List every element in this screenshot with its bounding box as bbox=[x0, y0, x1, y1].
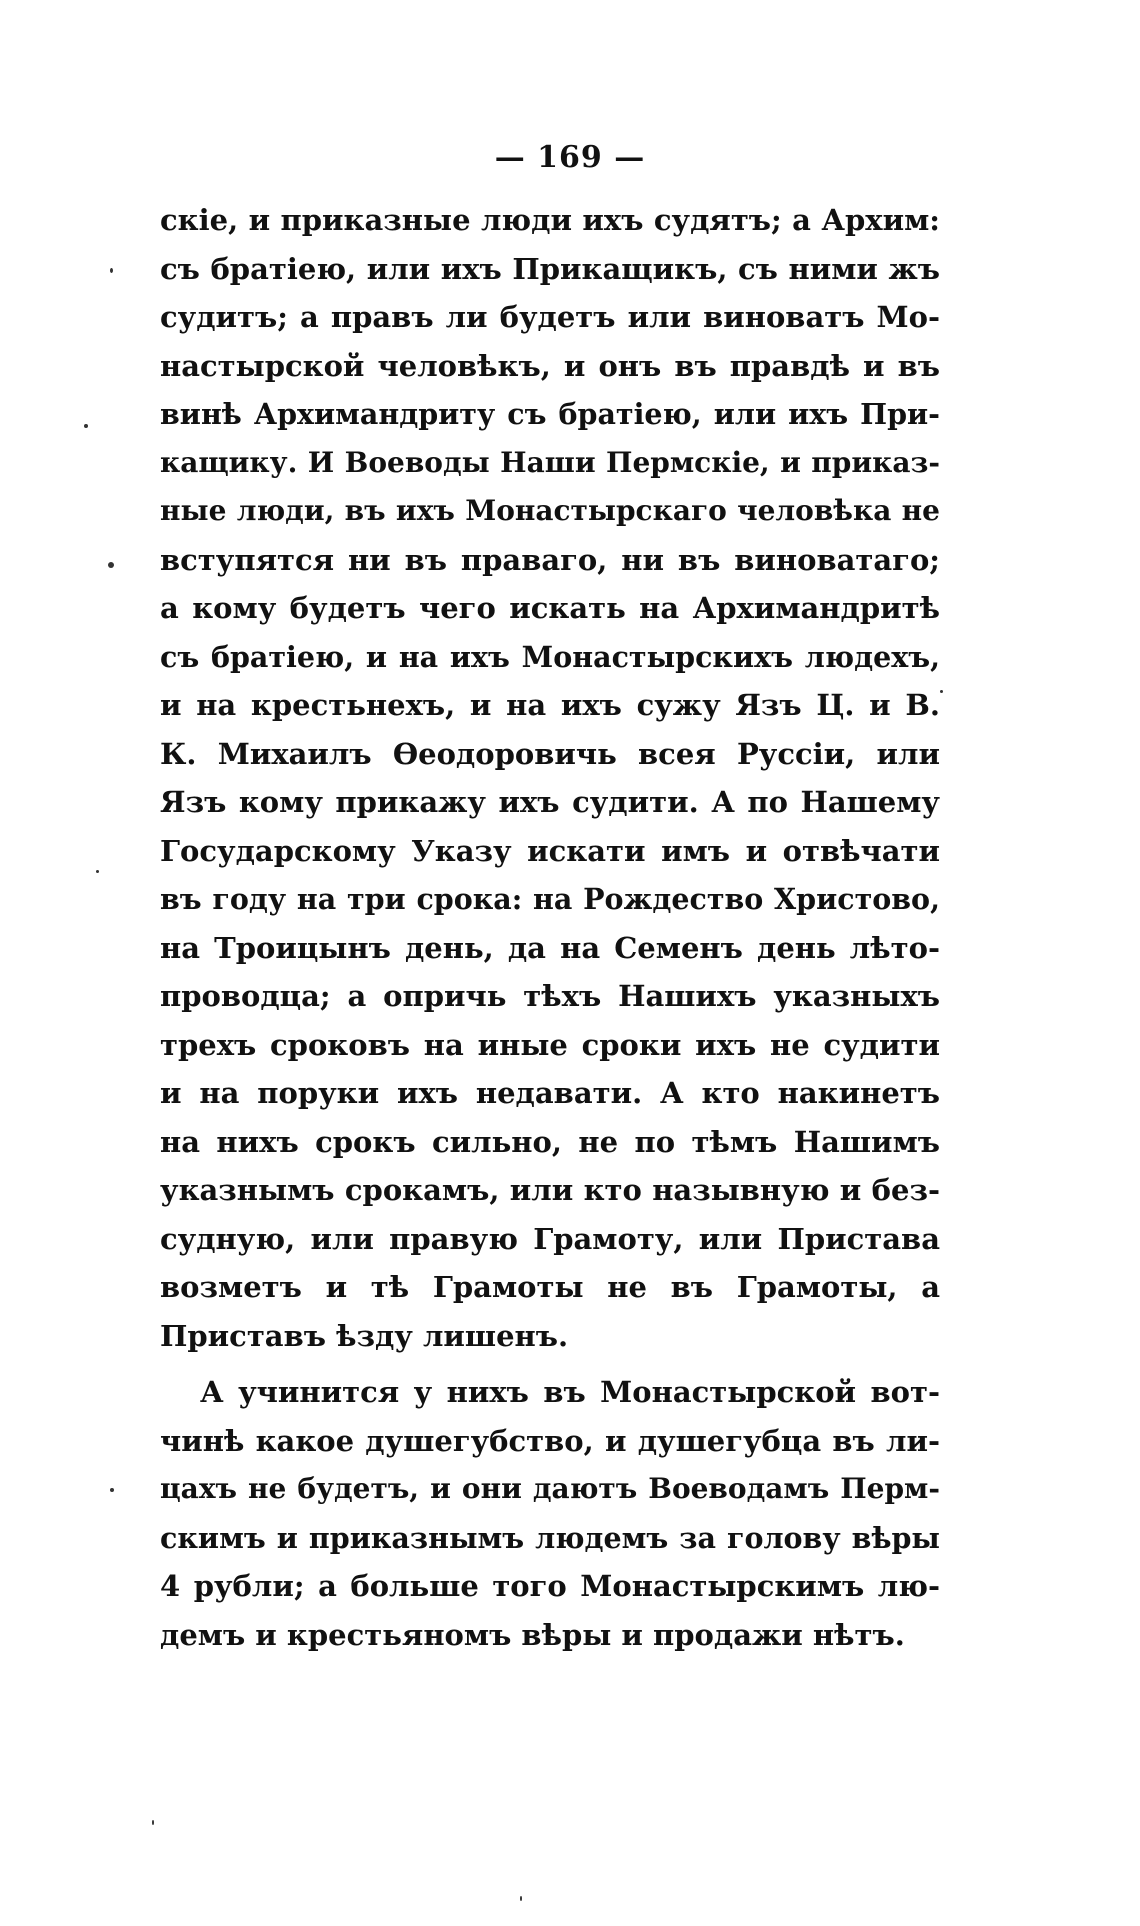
text-line: судитъ; а правъ ли будетъ или виноватъ Мо- bbox=[160, 300, 940, 334]
text-line: и на крестьнехъ, и на ихъ сужу Язъ Ц. и В. bbox=[160, 688, 940, 722]
scan-speck bbox=[940, 690, 943, 693]
scan-speck bbox=[96, 870, 99, 873]
body-text bbox=[160, 196, 940, 1659]
text-line: съ братіею, или ихъ Прикащикъ, съ ними жъ bbox=[160, 251, 940, 286]
text-line: чинѣ какое душегубство, и душегубца въ ли- bbox=[160, 1423, 940, 1458]
text-line: цахъ не будетъ, и они даютъ Воеводамъ Перм- bbox=[160, 1472, 940, 1505]
paragraph-2 bbox=[160, 1368, 940, 1659]
text-line: проводца; а опричь тѣхъ Нашихъ указныхъ bbox=[160, 979, 940, 1013]
scan-speck bbox=[520, 1896, 522, 1901]
text-line: и на поруки ихъ недавати. А кто накинетъ bbox=[160, 1076, 940, 1110]
scan-speck bbox=[108, 562, 114, 568]
text-line: скіе, и приказные люди ихъ судятъ; а Архим: bbox=[160, 203, 940, 237]
text-line: въ году на три срока: на Рождество Христово, bbox=[160, 882, 940, 916]
text-line: вступятся ни въ праваго, ни въ виноватаго; bbox=[160, 542, 940, 577]
paragraph-gap bbox=[160, 1360, 940, 1368]
text-line: А учинится у нихъ въ Монастырской вот- bbox=[200, 1375, 940, 1409]
text-line: указнымъ срокамъ, или кто назывную и без- bbox=[160, 1173, 940, 1207]
text-line: Язъ кому прикажу ихъ судити. А по Нашему bbox=[160, 785, 940, 819]
text-line: трехъ сроковъ на иные сроки ихъ не судити bbox=[160, 1027, 940, 1062]
text-line: 4 рубли; а больше того Монастырскимъ лю- bbox=[160, 1569, 940, 1603]
text-line: возметъ и тѣ Грамоты не въ Грамоты, а bbox=[160, 1270, 940, 1304]
text-line: настырской человѣкъ, и онъ въ правдѣ и въ bbox=[160, 348, 940, 383]
text-line: а кому будетъ чего искать на Архимандритѣ bbox=[160, 591, 940, 625]
page-number: — 169 — bbox=[494, 140, 646, 175]
text-line: винѣ Архимандриту съ братіею, или ихъ При- bbox=[160, 397, 940, 431]
text-line: ные люди, въ ихъ Монастырскаго человѣка не bbox=[160, 494, 940, 527]
paragraph-1 bbox=[160, 196, 940, 1360]
text-line: Приставъ ѣзду лишенъ. bbox=[160, 1318, 569, 1353]
text-line: кащику. И Воеводы Наши Пермскіе, и приказ- bbox=[160, 445, 940, 479]
text-line: на Троицынъ день, да на Семенъ день лѣто- bbox=[160, 930, 940, 965]
text-line: скимъ и приказнымъ людемъ за голову вѣры bbox=[160, 1520, 940, 1555]
text-line: на нихъ срокъ сильно, не по тѣмъ Нашимъ bbox=[160, 1124, 940, 1159]
scan-speck bbox=[110, 268, 113, 273]
scan-speck bbox=[152, 1820, 154, 1825]
scan-speck bbox=[110, 1488, 114, 1492]
text-line: Государскому Указу искати имъ и отвѣчати bbox=[160, 833, 940, 868]
text-line: судную, или правую Грамоту, или Пристава bbox=[160, 1221, 940, 1256]
scan-speck bbox=[84, 424, 88, 428]
text-line: съ братіею, и на ихъ Монастырскихъ людехъ, bbox=[160, 639, 940, 674]
text-line: демъ и крестьяномъ вѣры и продажи нѣтъ. bbox=[160, 1617, 905, 1652]
text-line: К. Михаилъ Ѳеодоровичь всея Руссіи, или bbox=[160, 736, 940, 771]
